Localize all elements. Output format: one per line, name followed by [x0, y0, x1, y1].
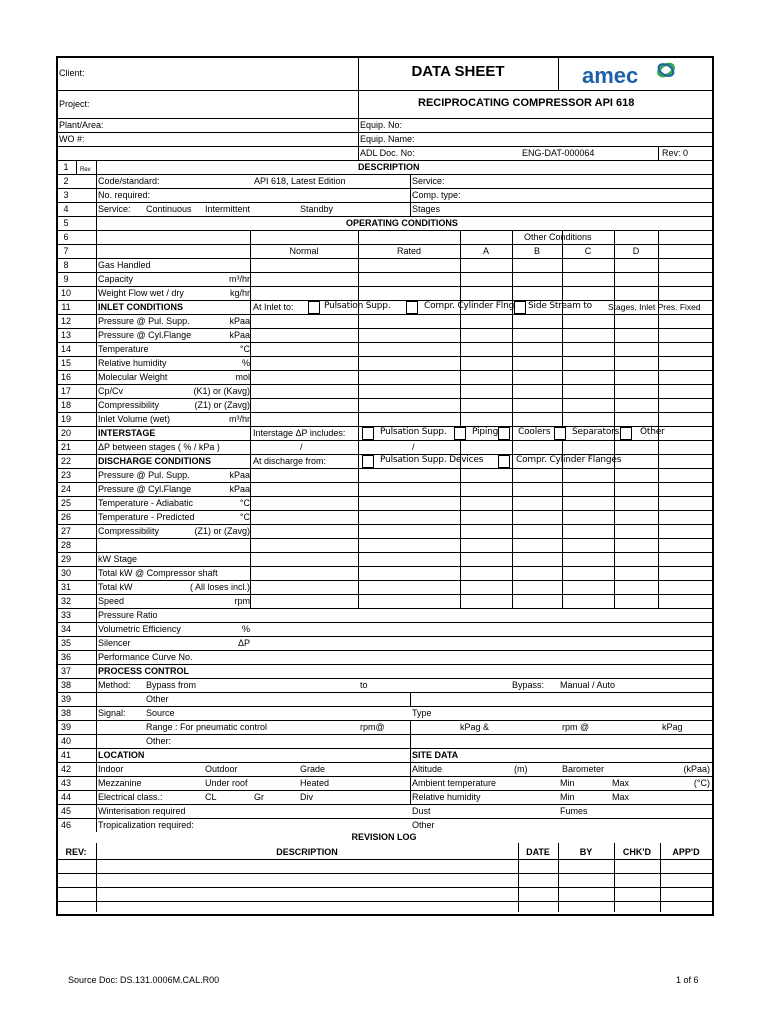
client-label: Client: — [59, 68, 85, 78]
rated-column: Rated — [396, 246, 422, 256]
grid-line — [410, 174, 411, 216]
discharge-pressure-pul-unit: kPaa — [229, 470, 250, 480]
row-number: 40 — [60, 736, 71, 746]
electrical-cl-label: CL — [205, 792, 217, 802]
piping-checkbox[interactable] — [454, 427, 466, 440]
discharge-pressure-cyl-label: Pressure @ Cyl.Flange — [98, 484, 192, 494]
range-rpm-at-label: rpm@ — [360, 722, 385, 732]
column-a: A — [482, 246, 489, 256]
outdoor-option: Outdoor — [205, 764, 238, 774]
equip-no-label: Equip. No: — [360, 120, 403, 130]
row-number: 43 — [60, 778, 71, 788]
pulsation-supp-interstage-checkbox[interactable] — [362, 427, 374, 440]
grade-option: Grade — [300, 764, 326, 774]
temperature-adiabatic-unit: °C — [239, 498, 250, 508]
description-header: DESCRIPTION — [358, 162, 420, 172]
sheet-title: DATA SHEET — [411, 63, 505, 80]
grid-line — [56, 636, 712, 637]
capacity-label: Capacity — [98, 274, 134, 284]
compressibility-label: Compressibility — [98, 400, 160, 410]
pulsation-devices-checkbox[interactable] — [362, 455, 374, 468]
logo-text: amec — [582, 63, 639, 88]
range-kpag-and-label: kPag & — [460, 722, 490, 732]
winterisation-label: Winterisation required — [98, 806, 186, 816]
dp-between-stages-label: ΔP between stages ( % / kPa ) — [98, 442, 220, 452]
column-c: C — [584, 246, 592, 256]
bypass-to-label: to — [360, 680, 368, 690]
signal-source-label: Source — [146, 708, 175, 718]
row-number: 29 — [60, 554, 71, 564]
row-number: 7 — [63, 246, 69, 256]
page-number: 1 of 6 — [676, 975, 699, 985]
row-number: 26 — [60, 512, 71, 522]
molecular-weight-unit: mol — [235, 372, 250, 382]
pressure-cyl-label: Pressure @ Cyl.Flange — [98, 330, 192, 340]
plant-area-label: Plant/Area: — [59, 120, 104, 130]
weight-flow-unit: kg/hr — [229, 288, 250, 298]
inlet-volume-unit: m³/hr — [229, 414, 250, 424]
code-standard-value: API 618, Latest Edition — [254, 176, 346, 186]
source-doc: Source Doc: DS.131.0006M.CAL.R00 — [68, 975, 220, 985]
row-number: 32 — [60, 596, 71, 606]
row-number: 5 — [63, 218, 69, 228]
row-number: 14 — [60, 344, 71, 354]
under-roof-option: Under roof — [205, 778, 248, 788]
row-number: 1 — [63, 162, 69, 172]
pulsation-supp-interstage-label: Pulsation Supp. — [380, 427, 447, 437]
at-inlet-label: At Inlet to: — [253, 302, 294, 312]
project-label: Project: — [59, 99, 90, 109]
gas-handled-label: Gas Handled — [98, 260, 151, 270]
temperature-unit: °C — [239, 344, 250, 354]
at-discharge-label: At discharge from: — [253, 456, 327, 466]
row-number: 15 — [60, 358, 71, 368]
barometer-label: Barometer — [562, 764, 605, 774]
compr-flanges-checkbox[interactable] — [498, 455, 510, 468]
row-number: 36 — [60, 652, 71, 662]
ambient-max-label: Max — [612, 778, 630, 788]
grid-line — [512, 230, 513, 608]
method-other-label: Other — [146, 694, 169, 704]
site-humidity-label: Relative humidity — [412, 792, 481, 802]
barometer-unit: (kPaa) — [683, 764, 710, 774]
total-kw-shaft-label: Total kW @ Compressor shaft — [98, 568, 218, 578]
column-b: B — [533, 246, 540, 256]
row-number: 34 — [60, 624, 71, 634]
row-number: 20 — [60, 428, 71, 438]
dp-rated-separator: / — [412, 442, 415, 452]
revision-number: Rev: 0 — [662, 148, 689, 158]
service-type-label: Service: — [98, 204, 131, 214]
inlet-conditions-header: INLET CONDITIONS — [98, 302, 183, 312]
grid-line — [460, 230, 461, 608]
dust-label: Dust — [412, 806, 431, 816]
comp-type-label: Comp. type: — [412, 190, 461, 200]
side-stream-label: Side Stream to — [528, 301, 592, 311]
row-number: 3 — [63, 190, 69, 200]
separators-checkbox[interactable] — [554, 427, 566, 440]
adl-doc-label: ADL Doc. No: — [360, 148, 415, 158]
sheet-subtitle: RECIPROCATING COMPRESSOR API 618 — [418, 97, 635, 109]
interstage-includes-label: Interstage ΔP includes: — [253, 428, 346, 438]
revision-description-column: DESCRIPTION — [276, 847, 338, 857]
revision-appd-column: APP'D — [672, 847, 700, 857]
row-number: 33 — [60, 610, 71, 620]
manual-auto-label: Manual / Auto — [560, 680, 616, 690]
revision-chkd-column: CHK'D — [622, 847, 652, 857]
row-number: 8 — [63, 260, 69, 270]
heated-option: Heated — [300, 778, 330, 788]
weight-flow-label: Weight Flow wet / dry — [98, 288, 184, 298]
row-number: 31 — [60, 582, 71, 592]
total-kw-label: Total kW — [98, 582, 133, 592]
row-number: 38 — [60, 708, 71, 718]
grid-line — [614, 230, 615, 608]
row-number: 21 — [60, 442, 71, 452]
indoor-option: Indoor — [98, 764, 124, 774]
bypass-label: Bypass: — [512, 680, 545, 690]
site-other-label: Other — [412, 820, 435, 830]
temperature-predicted-unit: °C — [239, 512, 250, 522]
row-number: 39 — [60, 722, 71, 732]
electrical-div-label: Div — [300, 792, 313, 802]
pulsation-devices-label: Pulsation Supp. Devices — [380, 455, 484, 465]
amec-logo — [582, 61, 678, 94]
row-number: 25 — [60, 498, 71, 508]
signal-type-label: Type — [412, 708, 432, 718]
grid-line — [358, 230, 359, 608]
altitude-label: Altitude — [412, 764, 443, 774]
row-number: 27 — [60, 526, 71, 536]
operating-conditions-header: OPERATING CONDITIONS — [346, 218, 458, 228]
tropicalization-label: Tropicalization required: — [98, 820, 194, 830]
other-interstage-label: Other — [640, 427, 665, 437]
grid-line — [250, 230, 251, 608]
grid-line — [56, 188, 712, 189]
row-number: 38 — [60, 680, 71, 690]
silencer-unit: ΔP — [237, 638, 250, 648]
dp-normal-separator: / — [300, 442, 303, 452]
process-control-header: PROCESS CONTROL — [98, 666, 190, 676]
grid-line — [562, 230, 563, 608]
side-stream-checkbox[interactable] — [514, 301, 526, 314]
row-number: 2 — [63, 176, 69, 186]
volumetric-efficiency-unit: % — [241, 624, 250, 634]
doc-number: ENG-DAT-000064 — [522, 148, 595, 158]
row-number: 41 — [60, 750, 71, 760]
piping-label: Piping — [472, 427, 499, 437]
performance-curve-label: Performance Curve No. — [98, 652, 193, 662]
row-number: 22 — [60, 456, 71, 466]
range-rpm-at2-label: rpm @ — [562, 722, 590, 732]
grid-line — [658, 230, 659, 608]
continuous-option: Continuous — [146, 204, 192, 214]
fumes-label: Fumes — [560, 806, 588, 816]
pulsation-supp-inlet-checkbox[interactable] — [308, 301, 320, 314]
row-number: 6 — [63, 232, 69, 242]
compressibility-unit: (Z1) or (Zavg) — [194, 400, 250, 410]
compr-cylinder-inlet-checkbox[interactable] — [406, 301, 418, 314]
discharge-compressibility-label: Compressibility — [98, 526, 160, 536]
row-number: 11 — [61, 302, 71, 312]
row-number: 24 — [60, 484, 71, 494]
pulsation-supp-inlet-label: Pulsation Supp. — [324, 301, 391, 311]
pressure-pul-unit: kPaa — [229, 316, 250, 326]
row-number: 45 — [60, 806, 71, 816]
row-number: 37 — [60, 666, 71, 676]
capacity-unit: m³/hr — [229, 274, 250, 284]
site-data-header: SITE DATA — [412, 750, 459, 760]
cp-cv-label: Cp/Cv — [98, 386, 124, 396]
rev-header: Rev — [80, 167, 91, 173]
pressure-cyl-unit: kPaa — [229, 330, 250, 340]
pressure-pul-label: Pressure @ Pul. Supp. — [98, 316, 190, 326]
row-number: 4 — [63, 204, 69, 214]
signal-other-label: Other: — [146, 736, 172, 746]
total-kw-unit: ( All loses incl.) — [189, 582, 250, 592]
row-number: 10 — [60, 288, 71, 298]
row-number: 16 — [60, 372, 71, 382]
signal-label: Signal: — [98, 708, 126, 718]
grid-line — [56, 748, 712, 749]
molecular-weight-label: Molecular Weight — [98, 372, 168, 382]
method-label: Method: — [98, 680, 131, 690]
other-interstage-checkbox[interactable] — [620, 427, 632, 440]
standby-option: Standby — [300, 204, 334, 214]
electrical-class-label: Electrical class.: — [98, 792, 163, 802]
separators-label: Separators — [572, 427, 620, 437]
grid-line — [96, 160, 97, 832]
bypass-from-label: Bypass from — [146, 680, 197, 690]
mezzanine-option: Mezzanine — [98, 778, 142, 788]
discharge-pressure-pul-label: Pressure @ Pul. Supp. — [98, 470, 190, 480]
ambient-temperature-label: Ambient temperature — [412, 778, 497, 788]
ambient-unit: (°C) — [693, 778, 710, 788]
discharge-pressure-cyl-unit: kPaa — [229, 484, 250, 494]
row-number: 28 — [60, 540, 71, 550]
coolers-checkbox[interactable] — [498, 427, 510, 440]
speed-label: Speed — [98, 596, 125, 606]
row-number: 23 — [60, 470, 71, 480]
temperature-adiabatic-label: Temperature - Adiabatic — [98, 498, 194, 508]
row-number: 9 — [63, 274, 69, 284]
humidity-min-label: Min — [560, 792, 575, 802]
speed-unit: rpm — [234, 596, 250, 606]
stages-label: Stages — [412, 204, 441, 214]
cp-cv-unit: (K1) or (Kavg) — [193, 386, 250, 396]
revision-date-column: DATE — [526, 847, 550, 857]
wo-label: WO #: — [59, 134, 85, 144]
revision-rev-column: REV: — [65, 847, 87, 857]
intermittent-option: Intermittent — [205, 204, 251, 214]
range-label: Range : For pneumatic control — [146, 722, 268, 732]
grid-line — [56, 762, 712, 763]
row-number: 19 — [60, 414, 71, 424]
relative-humidity-unit: % — [241, 358, 250, 368]
normal-column: Normal — [289, 246, 319, 256]
row-number: 30 — [60, 568, 71, 578]
row-number: 44 — [60, 792, 71, 802]
row-number: 35 — [60, 638, 71, 648]
kw-stage-label: kW Stage — [98, 554, 138, 564]
electrical-gr-label: Gr — [254, 792, 264, 802]
grid-line — [410, 692, 411, 706]
humidity-max-label: Max — [612, 792, 630, 802]
revision-log-header: REVISION LOG — [351, 832, 417, 842]
row-number: 18 — [60, 400, 71, 410]
row-number: 17 — [60, 386, 71, 396]
discharge-compressibility-unit: (Z1) or (Zavg) — [194, 526, 250, 536]
ambient-min-label: Min — [560, 778, 575, 788]
row-number: 39 — [60, 694, 71, 704]
temperature-predicted-label: Temperature - Predicted — [98, 512, 195, 522]
service-label: Service: — [412, 176, 445, 186]
temperature-label: Temperature — [98, 344, 149, 354]
relative-humidity-label: Relative humidity — [98, 358, 167, 368]
column-d: D — [632, 246, 640, 256]
range-kpag-label: kPag — [662, 722, 683, 732]
row-number: 46 — [60, 820, 71, 830]
volumetric-efficiency-label: Volumetric Efficiency — [98, 624, 181, 634]
no-required-label: No. required: — [98, 190, 151, 200]
altitude-unit: (m) — [514, 764, 528, 774]
grid-line — [76, 160, 77, 174]
row-number: 42 — [60, 764, 71, 774]
stages-inlet-label: Stages, Inlet Pres. Fixed — [608, 302, 701, 312]
inlet-volume-label: Inlet Volume (wet) — [98, 414, 171, 424]
equip-name-label: Equip. Name: — [360, 134, 415, 144]
silencer-label: Silencer — [98, 638, 131, 648]
discharge-conditions-header: DISCHARGE CONDITIONS — [98, 456, 212, 466]
pressure-ratio-label: Pressure Ratio — [98, 610, 158, 620]
grid-line — [410, 720, 411, 804]
row-number: 12 — [60, 316, 71, 326]
code-standard-label: Code/standard: — [98, 176, 160, 186]
other-conditions-header: Other Conditions — [524, 232, 592, 242]
interstage-header: INTERSTAGE — [98, 428, 156, 438]
coolers-label: Coolers — [518, 427, 551, 437]
compr-flanges-label: Compr. Cylinder Flanges — [516, 455, 622, 465]
revision-by-column: BY — [579, 847, 593, 857]
location-header: LOCATION — [98, 750, 145, 760]
compr-cylinder-inlet-label: Compr. Cylinder Flng — [424, 301, 515, 311]
row-number: 13 — [60, 330, 71, 340]
